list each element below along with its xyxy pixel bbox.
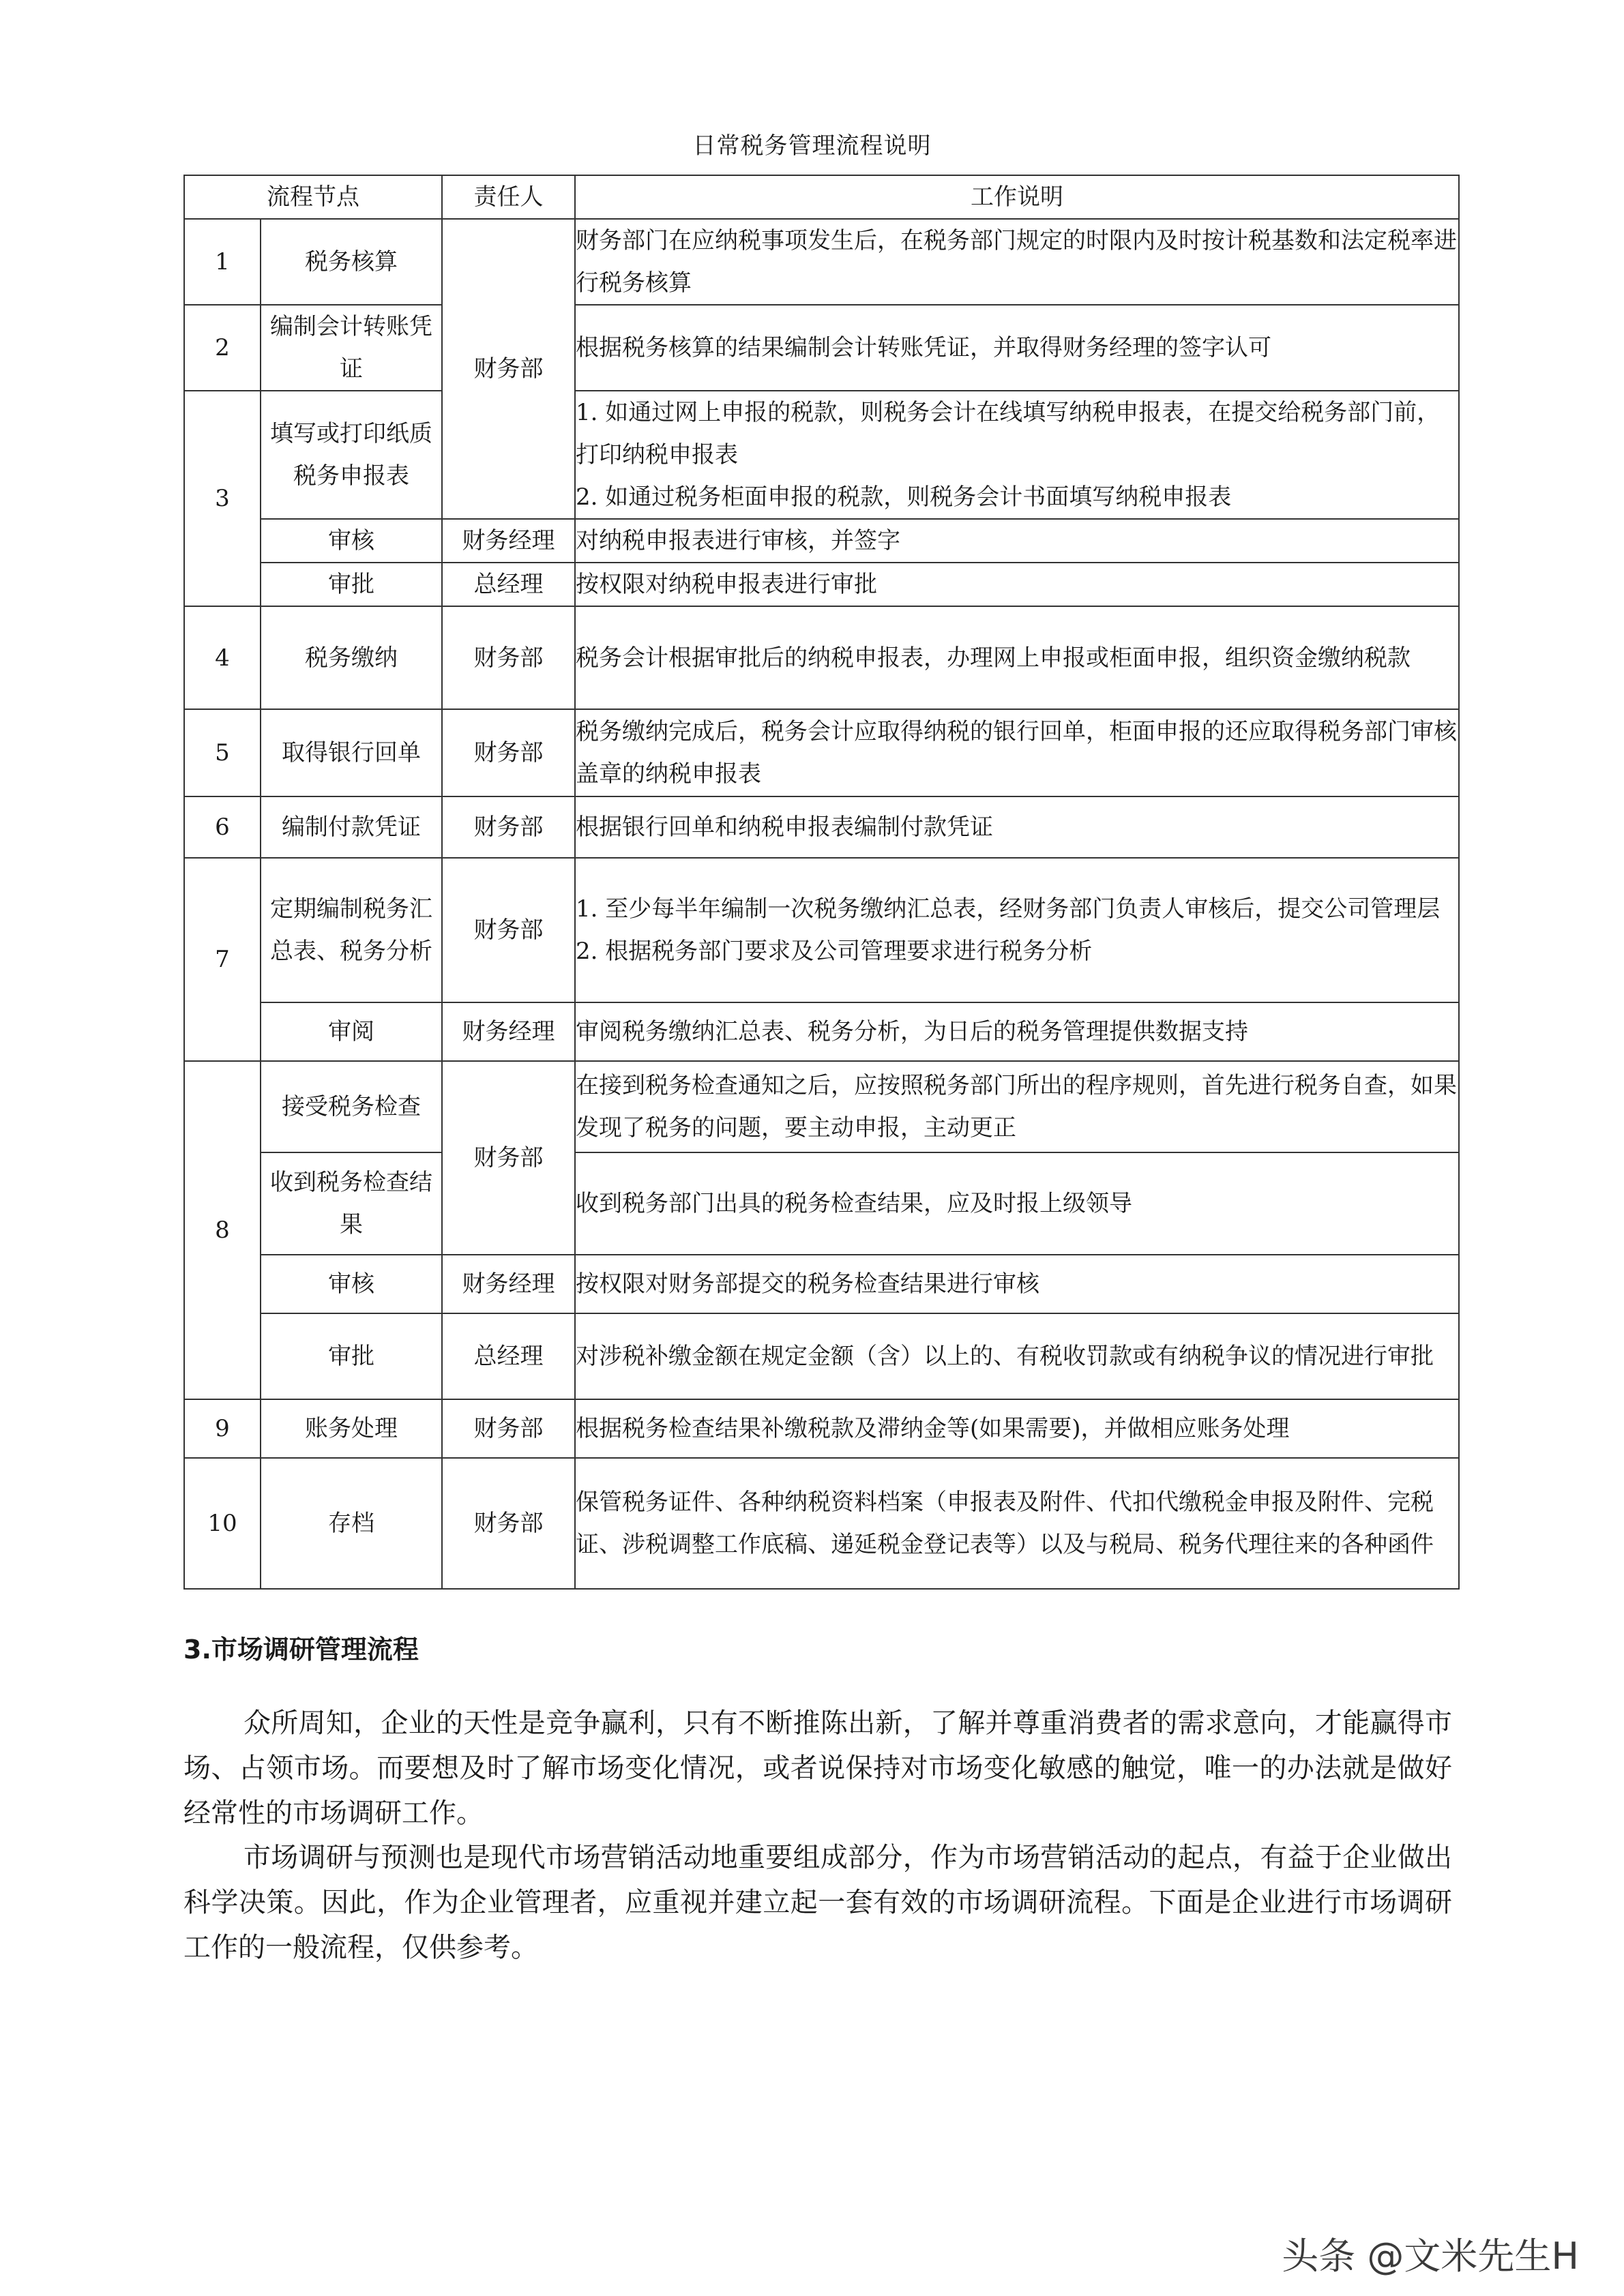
row-step: 取得银行回单 bbox=[261, 709, 442, 796]
row-desc: 财务部门在应纳税事项发生后，在税务部门规定的时限内及时按计税基数和法定税率进行税务核算 bbox=[575, 219, 1459, 305]
row-step: 审核 bbox=[261, 519, 442, 563]
row-index: 6 bbox=[184, 796, 261, 858]
desc-line-1: 1. 如通过网上申报的税款，则税务会计在线填写纳税申报表，在提交给税务部门前，打印纳税申报表 bbox=[576, 399, 1441, 468]
table-row bbox=[184, 305, 1459, 391]
section-heading: 3.市场调研管理流程 bbox=[183, 1635, 419, 1665]
row-step: 编制付款凭证 bbox=[261, 796, 442, 858]
header-owner: 责任人 bbox=[442, 175, 575, 219]
row-step: 审批 bbox=[261, 1313, 442, 1399]
row-desc: 税务缴纳完成后，税务会计应取得纳税的银行回单，柜面申报的还应取得税务部门审核盖章的纳税申报表 bbox=[575, 709, 1459, 796]
row-step: 接受税务检查 bbox=[261, 1061, 442, 1152]
row-index: 10 bbox=[184, 1458, 261, 1589]
row-desc: 按权限对财务部提交的税务检查结果进行审核 bbox=[575, 1255, 1459, 1313]
row-step: 收到税务检查结果 bbox=[261, 1152, 442, 1255]
row-step: 税务核算 bbox=[261, 219, 442, 305]
row-step: 账务处理 bbox=[261, 1399, 442, 1458]
row-step: 编制会计转账凭证 bbox=[261, 305, 442, 391]
row-desc: 根据税务检查结果补缴税款及滞纳金等(如果需要)，并做相应账务处理 bbox=[575, 1399, 1459, 1458]
row-owner: 财务部 bbox=[442, 1061, 575, 1255]
row-owner: 财务部 bbox=[442, 796, 575, 858]
row-step: 审批 bbox=[261, 563, 442, 606]
row-owner: 财务经理 bbox=[442, 519, 575, 563]
table-row bbox=[184, 858, 1459, 1002]
row-step: 定期编制税务汇总表、税务分析 bbox=[261, 858, 442, 1002]
row-index: 1 bbox=[184, 219, 261, 305]
desc-line-2: 2. 如通过税务柜面申报的税款，则税务会计书面填写纳税申报表 bbox=[576, 483, 1232, 511]
row-step: 税务缴纳 bbox=[261, 606, 442, 709]
desc-line-1: 1. 至少每半年编制一次税务缴纳汇总表，经财务部门负责人审核后，提交公司管理层 bbox=[576, 895, 1441, 923]
watermark: 头条 @文米先生H bbox=[1282, 2235, 1579, 2278]
row-desc: 按权限对纳税申报表进行审批 bbox=[575, 563, 1459, 606]
row-desc: 对涉税补缴金额在规定金额（含）以上的、有税收罚款或有纳税争议的情况进行审批 bbox=[575, 1313, 1459, 1399]
paragraph-2: 市场调研与预测也是现代市场营销活动地重要组成部分，作为市场营销活动的起点，有益于企业做出科学决策。因此，作为企业管理者，应重视并建立起一套有效的市场调研流程。下面是企业进行市场调研工作的一般流程，仅供参考。 bbox=[183, 1842, 1452, 1963]
table-row bbox=[184, 519, 1459, 563]
row-desc: 税务会计根据审批后的纳税申报表，办理网上申报或柜面申报，组织资金缴纳税款 bbox=[575, 606, 1459, 709]
table-row bbox=[184, 606, 1459, 709]
table-row bbox=[184, 1313, 1459, 1399]
row-desc: 保管税务证件、各种纳税资料档案（申报表及附件、代扣代缴税金申报及附件、完税证、涉税调整工作底稿、递延税金登记表等）以及与税局、税务代理往来的各种函件 bbox=[575, 1458, 1459, 1589]
row-desc bbox=[575, 858, 1459, 1002]
row-owner: 财务部 bbox=[442, 1458, 575, 1589]
row-owner: 财务部 bbox=[442, 1399, 575, 1458]
row-index: 8 bbox=[184, 1061, 261, 1399]
tax-process-table bbox=[183, 175, 1460, 1590]
header-desc: 工作说明 bbox=[575, 175, 1459, 219]
row-owner: 总经理 bbox=[442, 1313, 575, 1399]
paragraph-1: 众所周知，企业的天性是竞争赢利，只有不断推陈出新，了解并尊重消费者的需求意向，才能赢得市场、占领市场。而要想及时了解市场变化情况，或者说保持对市场变化敏感的触觉，唯一的办法就是做好经常性的市场调研工作。 bbox=[183, 1708, 1452, 1829]
row-index: 4 bbox=[184, 606, 261, 709]
row-owner: 财务经理 bbox=[442, 1255, 575, 1313]
row-owner: 总经理 bbox=[442, 563, 575, 606]
row-owner: 财务部 bbox=[442, 219, 575, 519]
row-owner: 财务部 bbox=[442, 709, 575, 796]
row-desc: 对纳税申报表进行审核，并签字 bbox=[575, 519, 1459, 563]
row-owner: 财务部 bbox=[442, 606, 575, 709]
row-step: 审核 bbox=[261, 1255, 442, 1313]
row-index: 2 bbox=[184, 305, 261, 391]
row-desc: 审阅税务缴纳汇总表、税务分析，为日后的税务管理提供数据支持 bbox=[575, 1002, 1459, 1061]
table-row bbox=[184, 219, 1459, 305]
row-desc: 在接到税务检查通知之后，应按照税务部门所出的程序规则，首先进行税务自查，如果发现了税务的问题，要主动申报，主动更正 bbox=[575, 1061, 1459, 1152]
row-desc: 根据税务核算的结果编制会计转账凭证，并取得财务经理的签字认可 bbox=[575, 305, 1459, 391]
row-index: 9 bbox=[184, 1399, 261, 1458]
table-row bbox=[184, 391, 1459, 519]
desc-line-2: 2. 根据税务部门要求及公司管理要求进行税务分析 bbox=[576, 938, 1093, 965]
row-step: 审阅 bbox=[261, 1002, 442, 1061]
table-row bbox=[184, 1002, 1459, 1061]
table-row bbox=[184, 563, 1459, 606]
row-step: 填写或打印纸质税务申报表 bbox=[261, 391, 442, 519]
row-desc: 收到税务部门出具的税务检查结果，应及时报上级领导 bbox=[575, 1152, 1459, 1255]
table-header-row bbox=[184, 175, 1459, 219]
document-title: 日常税务管理流程说明 bbox=[692, 132, 932, 160]
row-owner: 财务经理 bbox=[442, 1002, 575, 1061]
table-row bbox=[184, 1399, 1459, 1458]
row-index: 7 bbox=[184, 858, 261, 1061]
row-desc bbox=[575, 391, 1459, 519]
table-row bbox=[184, 1152, 1459, 1255]
table-row bbox=[184, 796, 1459, 858]
row-index: 3 bbox=[184, 391, 261, 606]
table-row bbox=[184, 1255, 1459, 1313]
table-row bbox=[184, 1061, 1459, 1152]
header-node: 流程节点 bbox=[184, 175, 442, 219]
table-row bbox=[184, 709, 1459, 796]
row-index: 5 bbox=[184, 709, 261, 796]
row-owner: 财务部 bbox=[442, 858, 575, 1002]
table-row bbox=[184, 1458, 1459, 1589]
row-desc: 根据银行回单和纳税申报表编制付款凭证 bbox=[575, 796, 1459, 858]
row-step: 存档 bbox=[261, 1458, 442, 1589]
